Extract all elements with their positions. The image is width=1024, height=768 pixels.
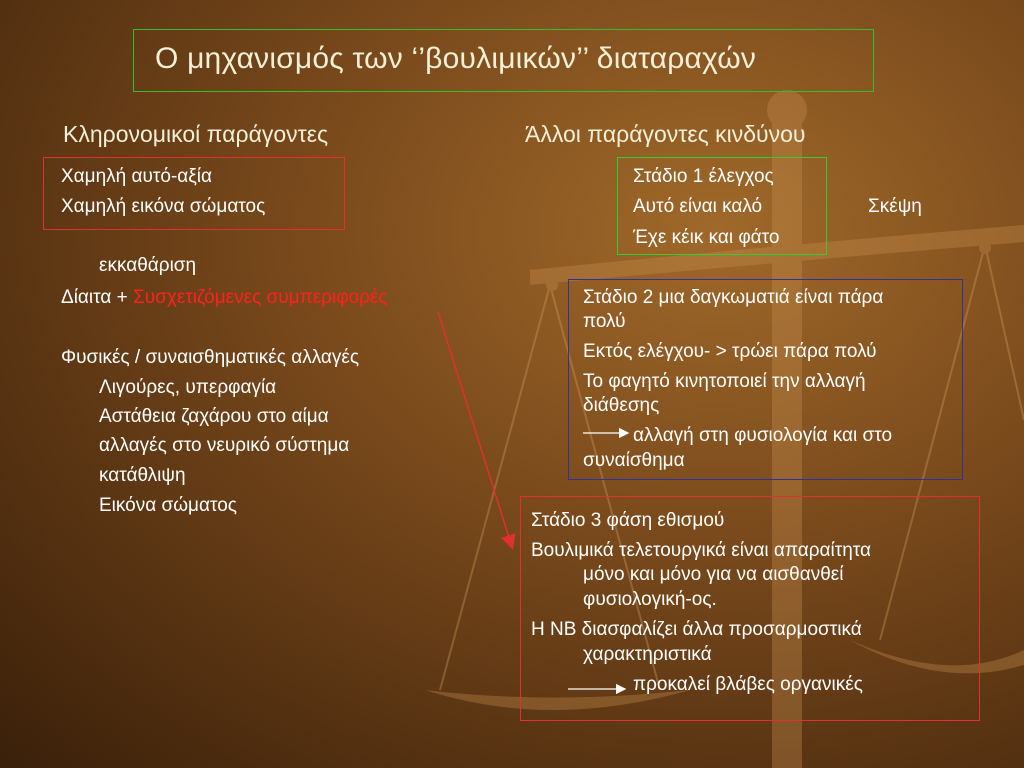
heading-hereditary-factors: Κληρονομικοί παράγοντες [63, 121, 329, 147]
low-body-image-text: Χαμηλή εικόνα σώματος [61, 196, 266, 217]
list-item: Λιγούρες, υπερφαγία [99, 377, 277, 398]
stage3-line3: προκαλεί βλάβες οργανικές [633, 674, 863, 695]
list-item: κατάθλιψη [99, 465, 186, 486]
stage2-line4b: συναίσθημα [583, 450, 685, 471]
diet-prefix-text: Δίαιτα + [61, 287, 133, 308]
low-self-worth-text: Χαμηλή αυτό-αξία [61, 166, 212, 187]
purge-text: εκκαθάριση [99, 255, 197, 276]
stage3-title: Στάδιο 3 φάση εθισμού [531, 510, 725, 531]
stage2-line1a: Στάδιο 2 μια δαγκωματιά είναι πάρα [583, 287, 884, 308]
list-item: Αστάθεια ζαχάρου στο αίμα [99, 406, 329, 427]
stage1-title: Στάδιο 1 έλεγχος [633, 166, 774, 187]
thought-text: Σκέψη [868, 196, 922, 217]
related-behaviours-text: Συσχετιζόμενες συμπεριφορές [133, 287, 388, 308]
stage2-line3b: διάθεσης [583, 395, 660, 416]
stage2-line2: Εκτός ελέγχου- > τρώει πάρα πολύ [583, 341, 877, 362]
list-item: αλλαγές στο νευρικό σύστημα [99, 435, 350, 456]
stage3-line2a: Η ΝΒ διασφαλίζει άλλα προσαρμοστικά [531, 619, 862, 640]
stage3-line1b: μόνο και μόνο για να αισθανθεί [583, 564, 844, 585]
red-arrow [438, 312, 512, 547]
stage1-line2: Έχε κέικ και φάτο [633, 227, 780, 248]
stage2-line3a: Το φαγητό κινητοποιεί την αλλαγή [583, 371, 866, 392]
stage2-line1b: πολύ [583, 311, 626, 332]
stage1-line1: Αυτό είναι καλό [633, 196, 763, 217]
stage3-line2b: χαρακτηριστικά [583, 644, 712, 665]
list-item: Εικόνα σώματος [99, 495, 237, 516]
stage3-line1a: Βουλιμικά τελετουργικά είναι απαραίτητα [531, 540, 872, 561]
heading-other-risk-factors: Άλλοι παράγοντες κινδύνου [525, 121, 806, 147]
slide-title: Ο μηχανισμός των ‘’βουλιμικών’’ διαταραχών [155, 42, 757, 75]
changes-heading-text: Φυσικές / συναισθηματικές αλλαγές [61, 347, 360, 368]
stage2-line4a: αλλαγή στη φυσιολογία και στο [633, 425, 893, 446]
stage3-line1c: φυσιολογική-ος. [583, 589, 717, 610]
